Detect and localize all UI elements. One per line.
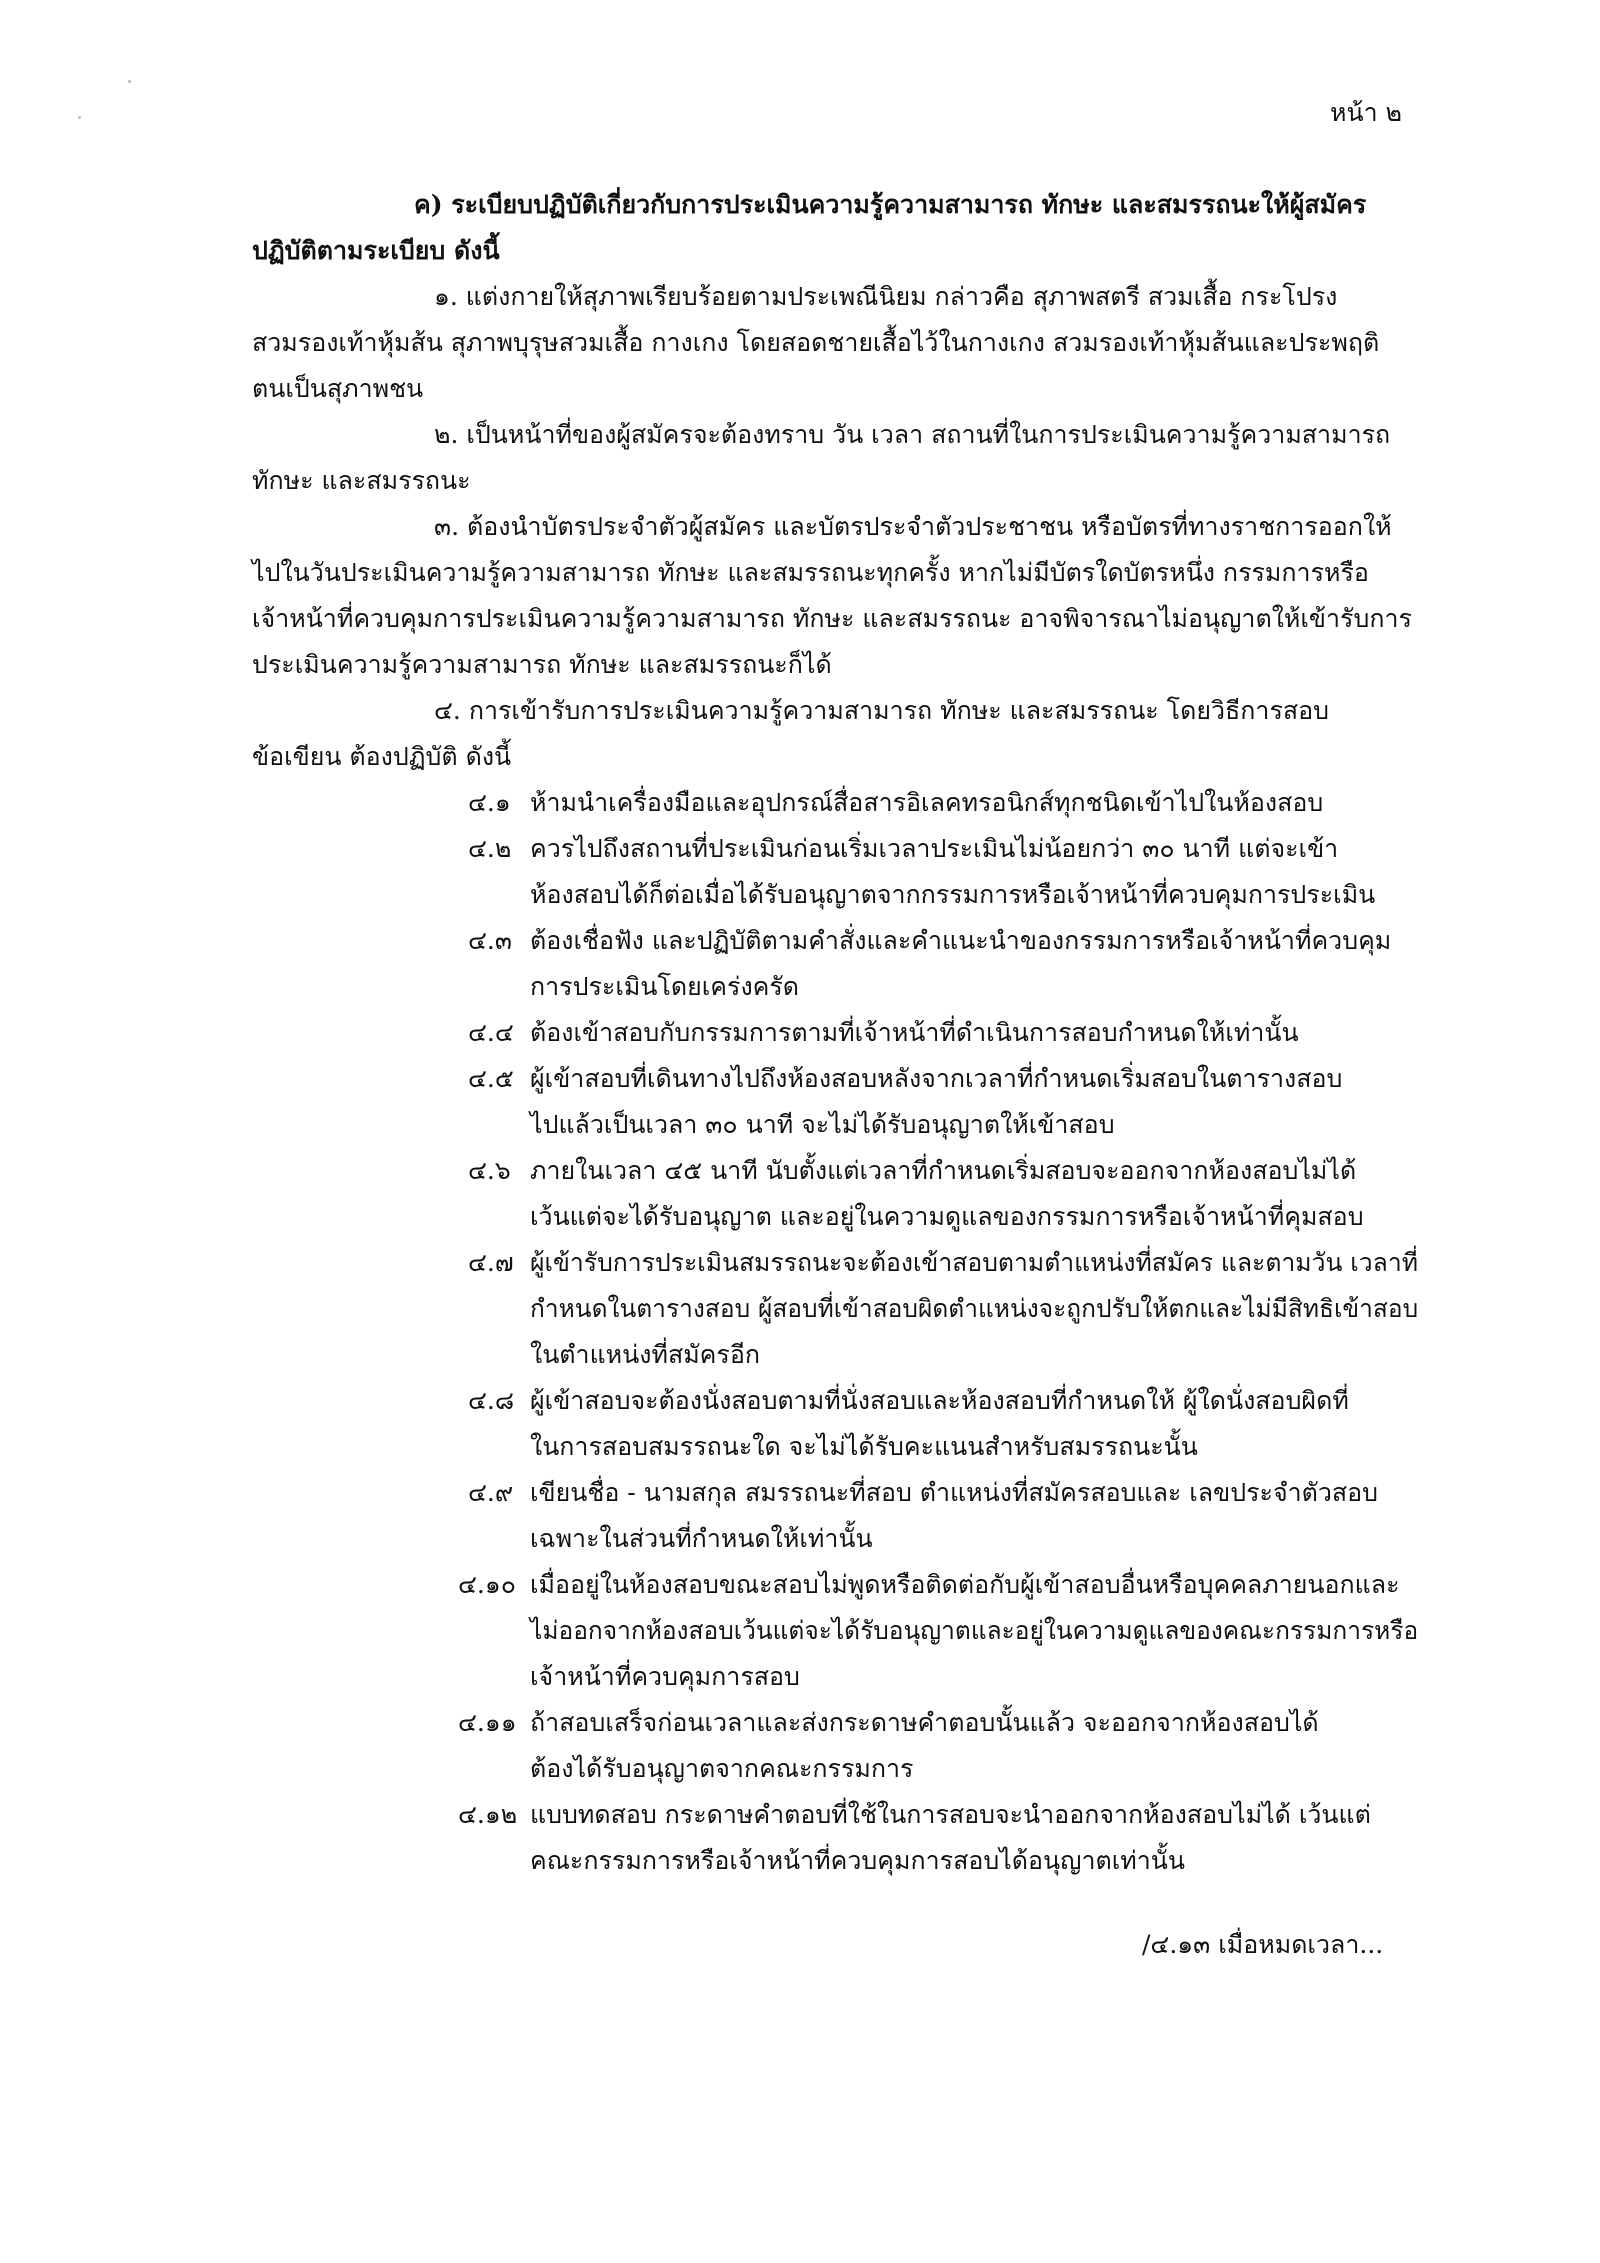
subitem-line: ต้องได้รับอนุญาตจากคณะกรรมการ	[530, 1754, 914, 1783]
subitem-line: กำหนดในตารางสอบ ผู้สอบที่เข้าสอบผิดตำแหน่งจะถูกปรับให้ตกและไม่มีสิทธิเข้าสอบ	[530, 1294, 1419, 1323]
item-1-line: ตนเป็นสุภาพชน	[252, 374, 424, 403]
subitem-number: ๔.๒	[468, 834, 512, 863]
item-1-line: สวมรองเท้าหุ้มส้น สุภาพบุรุษสวมเสื้อ กางเกง โดยสอดชายเสื้อไว้ในกางเกง สวมรองเท้าหุ้มส้นและประพฤติ	[252, 328, 1380, 357]
item-4-line: ๔. การเข้ารับการประเมินความรู้ความสามารถ ทักษะ และสมรรถนะ โดยวิธีการสอบ	[434, 696, 1330, 725]
section-heading: ค) ระเบียบปฏิบัติเกี่ยวกับการประเมินความรู้ความสามารถ ทักษะ และสมรรถนะให้ผู้สมัคร	[414, 190, 1367, 219]
scan-dust	[128, 80, 131, 83]
item-1-line: ๑. แต่งกายให้สุภาพเรียบร้อยตามประเพณีนิยม กล่าวคือ สุภาพสตรี สวมเสื้อ กระโปรง	[434, 282, 1338, 311]
subitem-line: ผู้เข้าสอบจะต้องนั่งสอบตามที่นั่งสอบและห้องสอบที่กำหนดให้ ผู้ใดนั่งสอบผิดที่	[530, 1386, 1349, 1415]
subitem-line: คณะกรรมการหรือเจ้าหน้าที่ควบคุมการสอบได้อนุญาตเท่านั้น	[530, 1846, 1185, 1875]
section-heading-cont: ปฏิบัติตามระเบียบ ดังนี้	[252, 236, 500, 265]
item-3-line: ไปในวันประเมินความรู้ความสามารถ ทักษะ และสมรรถนะทุกครั้ง หากไม่มีบัตรใดบัตรหนึ่ง กรรมการหรือ	[252, 558, 1369, 587]
subitem-line: เว้นแต่จะได้รับอนุญาต และอยู่ในความดูแลของกรรมการหรือเจ้าหน้าที่คุมสอบ	[530, 1202, 1364, 1231]
item-2-line: ๒. เป็นหน้าที่ของผู้สมัครจะต้องทราบ วัน เวลา สถานที่ในการประเมินความรู้ความสามารถ	[434, 420, 1391, 449]
subitem-number: ๔.๗	[468, 1248, 514, 1277]
subitem-line: เขียนชื่อ - นามสกุล สมรรถนะที่สอบ ตำแหน่งที่สมัครสอบและ เลขประจำตัวสอบ	[530, 1478, 1379, 1507]
subitem-line: ต้องเชื่อฟัง และปฏิบัติตามคำสั่งและคำแนะนำของกรรมการหรือเจ้าหน้าที่ควบคุม	[530, 926, 1392, 955]
subitem-number: ๔.๔	[468, 1018, 514, 1047]
subitem-number: ๔.๑๐	[458, 1570, 516, 1599]
subitem-line: การประเมินโดยเคร่งครัด	[530, 972, 800, 1001]
subitem-line: ไปแล้วเป็นเวลา ๓๐ นาที จะไม่ได้รับอนุญาตให้เข้าสอบ	[530, 1110, 1115, 1139]
subitem-line: ห้องสอบได้ก็ต่อเมื่อได้รับอนุญาตจากกรรมการหรือเจ้าหน้าที่ควบคุมการประเมิน	[530, 880, 1376, 909]
subitem-line: ผู้เข้ารับการประเมินสมรรถนะจะต้องเข้าสอบตามตำแหน่งที่สมัคร และตามวัน เวลาที่	[530, 1248, 1419, 1277]
page-number: หน้า ๒	[1330, 98, 1403, 127]
subitem-line: เฉพาะในส่วนที่กำหนดให้เท่านั้น	[530, 1524, 873, 1553]
item-3-line: ประเมินความรู้ความสามารถ ทักษะ และสมรรถนะก็ได้	[252, 650, 832, 679]
subitem-line: ต้องเข้าสอบกับกรรมการตามที่เจ้าหน้าที่ดำเนินการสอบกำหนดให้เท่านั้น	[530, 1018, 1299, 1047]
subitem-line: ในตำแหน่งที่สมัครอีก	[530, 1340, 760, 1369]
subitem-line: ในการสอบสมรรถนะใด จะไม่ได้รับคะแนนสำหรับสมรรถนะนั้น	[530, 1432, 1198, 1461]
subitem-number: ๔.๘	[468, 1386, 515, 1415]
subitem-line: ผู้เข้าสอบที่เดินทางไปถึงห้องสอบหลังจากเวลาที่กำหนดเริ่มสอบในตารางสอบ	[530, 1064, 1343, 1093]
subitem-line: ถ้าสอบเสร็จก่อนเวลาและส่งกระดาษคำตอบนั้นแล้ว จะออกจากห้องสอบได้	[530, 1708, 1319, 1737]
subitem-line: แบบทดสอบ กระดาษคำตอบที่ใช้ในการสอบจะนำออกจากห้องสอบไม่ได้ เว้นแต่	[530, 1800, 1371, 1829]
item-2-line: ทักษะ และสมรรถนะ	[252, 466, 471, 495]
item-4-line: ข้อเขียน ต้องปฏิบัติ ดังนี้	[252, 742, 512, 771]
subitem-line: เมื่ออยู่ในห้องสอบขณะสอบไม่พูดหรือติดต่อกับผู้เข้าสอบอื่นหรือบุคคลภายนอกและ	[530, 1570, 1400, 1599]
subitem-line: ไม่ออกจากห้องสอบเว้นแต่จะได้รับอนุญาตและอยู่ในความดูแลของคณะกรรมการหรือ	[530, 1616, 1419, 1645]
subitem-number: ๔.๓	[468, 926, 512, 955]
subitem-line: ห้ามนำเครื่องมือและอุปกรณ์สื่อสารอิเลคทรอนิกส์ทุกชนิดเข้าไปในห้องสอบ	[530, 788, 1324, 817]
subitem-number: ๔.๑	[468, 788, 511, 817]
item-3-line: ๓. ต้องนำบัตรประจำตัวผู้สมัคร และบัตรประจำตัวประชาชน หรือบัตรที่ทางราชการออกให้	[434, 512, 1392, 541]
scan-dust	[78, 116, 81, 119]
subitem-line: ควรไปถึงสถานที่ประเมินก่อนเริ่มเวลาประเมินไม่น้อยกว่า ๓๐ นาที แต่จะเข้า	[530, 834, 1339, 863]
subitem-number: ๔.๙	[468, 1478, 514, 1507]
subitem-number: ๔.๑๒	[458, 1800, 518, 1829]
subitem-line: เจ้าหน้าที่ควบคุมการสอบ	[530, 1662, 800, 1691]
subitem-number: ๔.๖	[468, 1156, 511, 1185]
subitem-number: ๔.๕	[468, 1064, 514, 1093]
subitem-number: ๔.๑๑	[458, 1708, 517, 1737]
continuation-note: /๔.๑๓ เมื่อหมดเวลา...	[1142, 1930, 1384, 1959]
subitem-line: ภายในเวลา ๔๕ นาที นับตั้งแต่เวลาที่กำหนดเริ่มสอบจะออกจากห้องสอบไม่ได้	[530, 1156, 1357, 1185]
item-3-line: เจ้าหน้าที่ควบคุมการประเมินความรู้ความสามารถ ทักษะ และสมรรถนะ อาจพิจารณาไม่อนุญาตให้เข้ารับการ	[252, 604, 1412, 633]
